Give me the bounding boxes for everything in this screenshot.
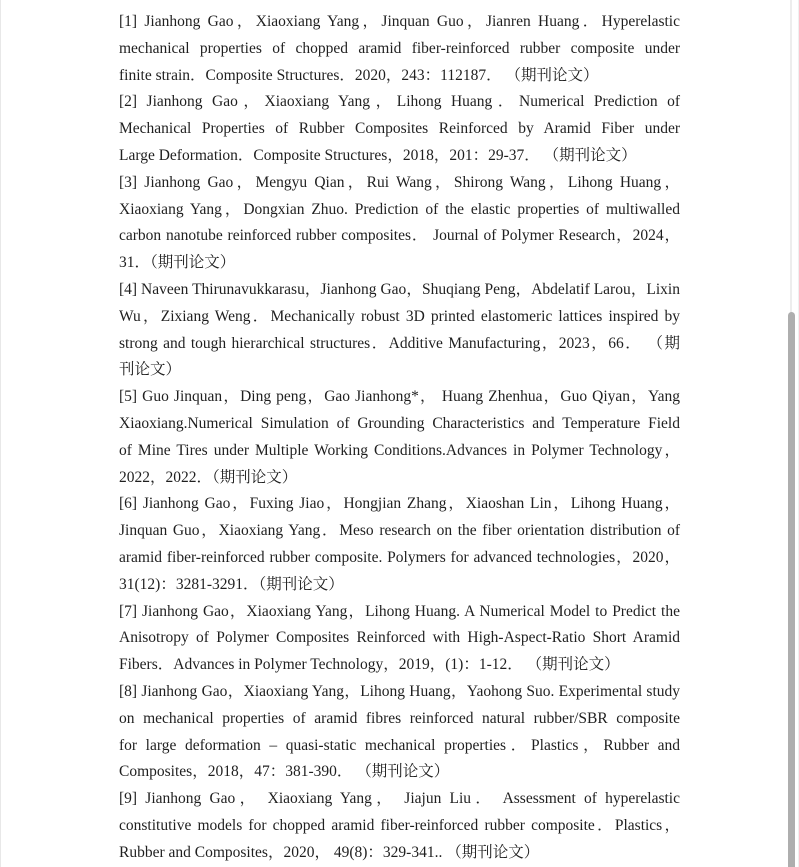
reference-line: [1] Jianhong Gao，Xiaoxiang Yang，Jinquan Guo，Jianren Huang．Hyperelastic [119,13,680,30]
scrollbar-thumb[interactable] [788,312,795,867]
reference-line: Composites，2018，47：381-390． （期刊论文） [119,763,450,781]
reference-line: strong and tough hierarchical structures．Additive Manufacturing，2023，66． （期 [119,334,680,352]
reference-line: [6] Jianhong Gao，Fuxing Jiao，Hongjian Zhang，Xiaoshan Lin，Lihong Huang， [119,495,680,513]
reference-line: 31．（期刊论文） [119,254,236,272]
reference-line: [9] Jianhong Gao， Xiaoxiang Yang， Jiajun Liu． Assessment of hyperelastic [119,790,680,808]
reference-line: 31(12)：3281-3291．（期刊论文） [119,575,344,593]
reference-line: [3] Jianhong Gao，Mengyu Qian，Rui Wang，Shirong Wang，Lihong Huang， [119,173,680,191]
reference-line: Xiaoxiang Yang，Dongxian Zhuo. Prediction of the elastic properties of multiwalled [119,200,680,218]
reference-line: Wu，Zixiang Weng．Mechanically robust 3D printed elastomeric lattices inspired by [119,307,680,325]
reference-line: [5] Guo Jinquan，Ding peng，Gao Jianhong*， Huang Zhenhua，Guo Qiyan，Yang [119,388,680,406]
reference-line: mechanical properties of chopped aramid fiber-reinforced rubber composite under [119,39,680,57]
reference-line: Jinquan Guo，Xiaoxiang Yang．Meso research on the fiber orientation distribution of [119,522,680,540]
reference-line: [7] Jianhong Gao，Xiaoxiang Yang，Lihong Huang. A Numerical Model to Predict the [119,602,680,620]
reference-line: for large deformation – quasi-static mechanical properties．Plastics，Rubber and [119,736,680,754]
reference-item-1 [119,9,680,89]
reference-line: aramid fiber-reinforced rubber composite. Polymers for advanced technologies，2020， [119,548,680,566]
reference-item-4 [119,277,680,384]
reference-item-3 [119,170,680,277]
reference-item-8 [119,679,680,786]
reference-line: constitutive models for chopped aramid fiber-reinforced rubber composite．Plastics， [119,816,680,834]
reference-line: Mechanical Properties of Rubber Composites Reinforced by Aramid Fiber under [119,120,680,138]
reference-line: Fibers．Advances in Polymer Technology，2019，(1)：1-12． （期刊论文） [119,656,620,674]
reference-line: [8] Jianhong Gao，Xiaoxiang Yang，Lihong Huang，Yaohong Suo. Experimental study [119,682,680,700]
reference-line: on mechanical properties of aramid fibres reinforced natural rubber/SBR composite [119,709,680,727]
reference-line: 刊论文） [119,361,182,379]
reference-line: Xiaoxiang.Numerical Simulation of Grounding Characteristics and Temperature Field [119,414,680,432]
document-body [119,9,680,867]
reference-line: carbon nanotube reinforced rubber composites． Journal of Polymer Research，2024， [119,227,680,245]
reference-item-2 [119,89,680,169]
reference-item-5 [119,384,680,491]
reference-line: Large Deformation．Composite Structures，2018，201：29-37． （期刊论文） [119,146,637,164]
reference-line: finite strain．Composite Structures．2020，243：112187． （期刊论文） [119,66,599,84]
reference-line: [4] Naveen Thirunavukkarasu，Jianhong Gao，Shuqiang Peng，Abdelatif Larou，Lixin [119,280,680,298]
reference-line: [2] Jianhong Gao，Xiaoxiang Yang，Lihong Huang．Numerical Prediction of [119,93,680,111]
reference-item-7 [119,599,680,679]
reference-line: of Mine Tires under Multiple Working Conditions.Advances in Polymer Technology， [119,441,680,459]
reference-item-6 [119,491,680,598]
reference-line: Anisotropy of Polymer Composites Reinforced with High-Aspect-Ratio Short Aramid [119,629,680,647]
reference-line: Rubber and Composites，2020， 49(8)：329-341.. （期刊论文） [119,843,540,861]
reference-line: 2022，2022．（期刊论文） [119,468,298,486]
reference-item-9 [119,786,680,866]
